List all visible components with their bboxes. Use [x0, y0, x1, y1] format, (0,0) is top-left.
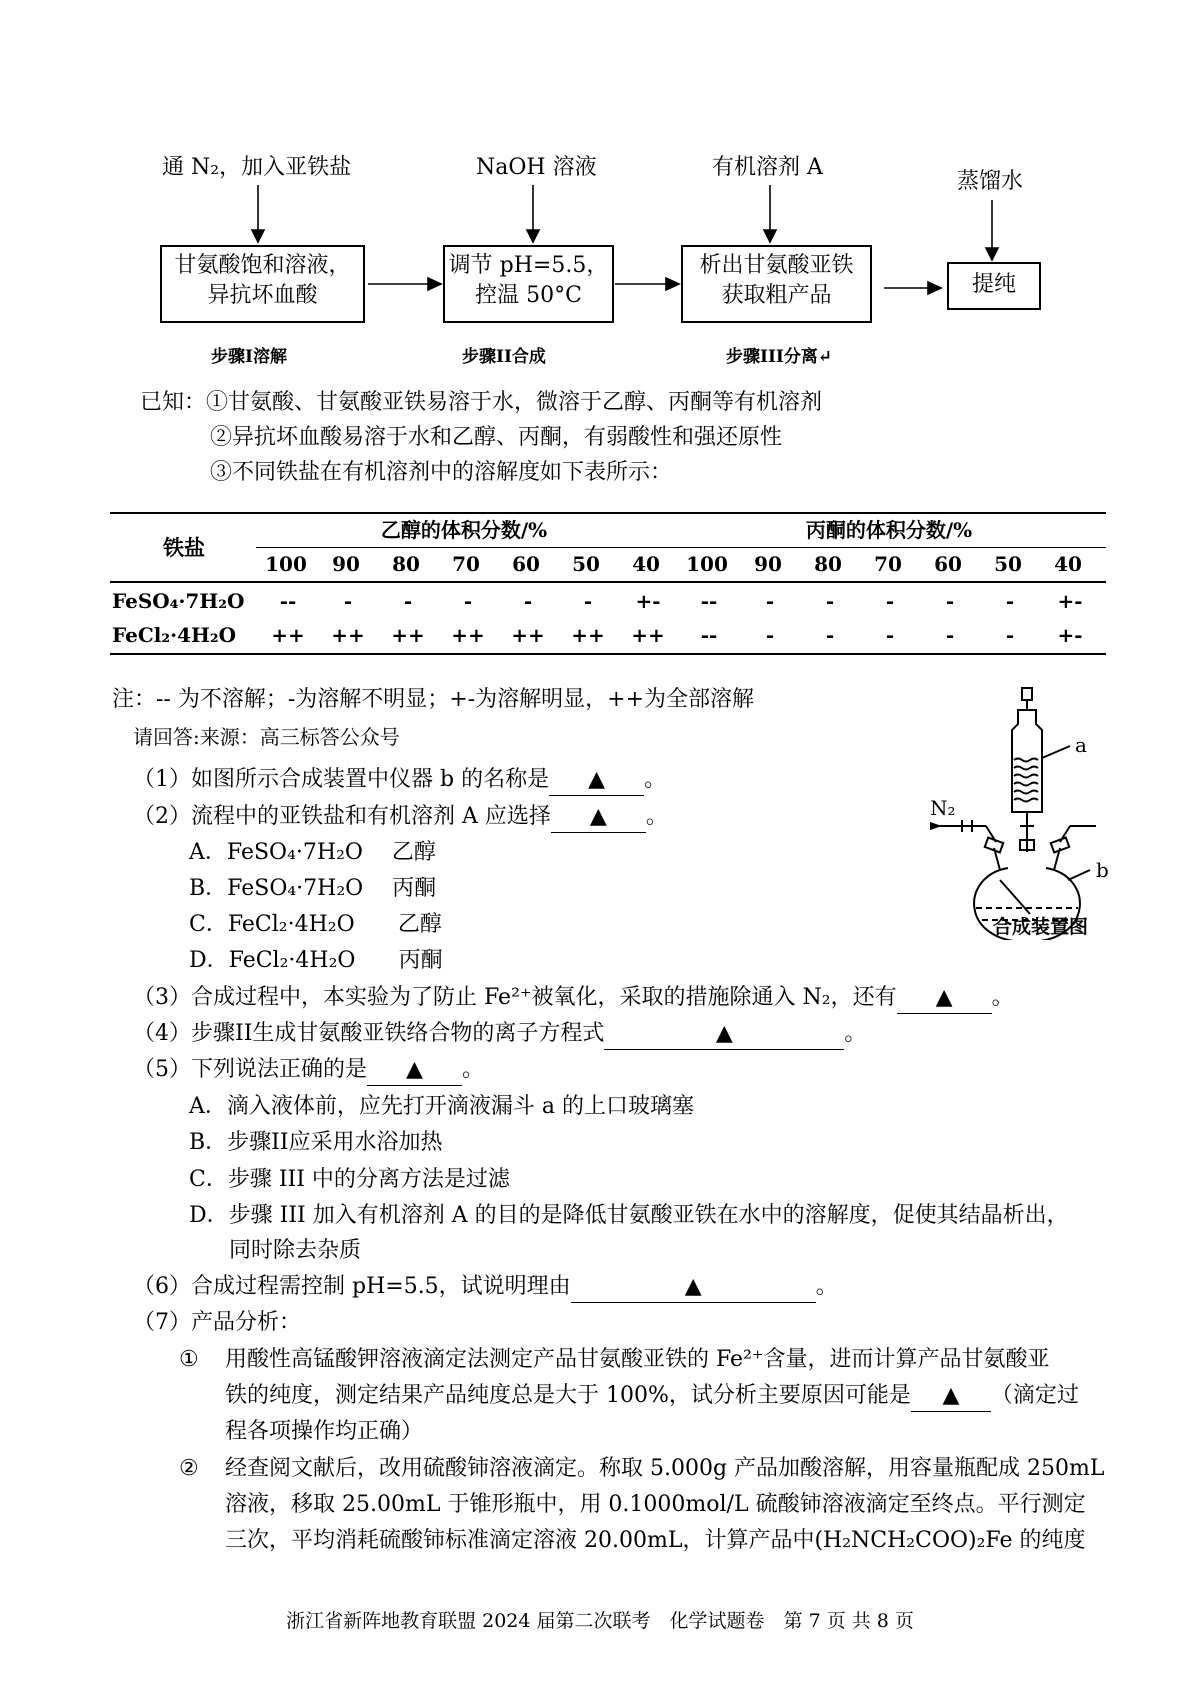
table-col-header: 40	[1054, 552, 1082, 576]
answer-blank[interactable]: ▲	[897, 983, 992, 1014]
table-cell: -	[765, 589, 775, 613]
table-cell: -	[343, 589, 353, 613]
q7-part2-line2: 溶液，移取 25.00mL 于锥形瓶中，用 0.1000mol/L 硫酸铈溶液滴定至终点。平行测定	[225, 1492, 1086, 1517]
question-6-text: （6）合成过程需控制 pH=5.5，试说明理由	[133, 1274, 571, 1299]
table-cell: --	[700, 589, 718, 613]
table-cell: ++	[631, 623, 665, 647]
known-item-3: ③不同铁盐在有机溶剂中的溶解度如下表所示：	[210, 460, 673, 485]
question-1	[133, 765, 666, 796]
flow-box-line: 异抗坏血酸	[207, 283, 318, 308]
question-7-title: （7）产品分析：	[133, 1310, 301, 1335]
question-1-end: 。	[644, 767, 667, 792]
q7-part2-line1: 经查阅文献后，改用硫酸铈溶液滴定。称取 5.000g 产品加酸溶解，用容量瓶配成 250mL	[225, 1456, 1105, 1481]
apparatus-caption: 合成装置图	[993, 916, 1089, 938]
apparatus-label-a: a	[1075, 733, 1087, 757]
table-col-header: 100	[686, 552, 728, 576]
answer-blank[interactable]: ▲	[367, 1055, 462, 1086]
table-col-header: 70	[874, 552, 902, 576]
known-item-2: ②异抗坏血酸易溶于水和乙醇、丙酮，有弱酸性和强还原性	[210, 425, 783, 450]
table-cell: -	[1005, 589, 1015, 613]
table-cell: -	[825, 623, 835, 647]
table-col-header: 70	[452, 552, 480, 576]
flow-input-1: 通 N₂，加入亚铁盐	[162, 155, 352, 180]
table-col-header: 80	[814, 552, 842, 576]
table-col-header: 60	[934, 552, 962, 576]
question-5-end: 。	[462, 1057, 485, 1082]
answer-blank[interactable]: ▲	[604, 1019, 844, 1050]
table-cell: ++	[331, 623, 365, 647]
page-footer: 浙江省新阵地教育联盟 2024 届第二次联考 化学试题卷 第 7 页 共 8 页	[286, 1610, 914, 1632]
q2-option-d[interactable]	[189, 946, 443, 976]
flow-box-synthesis	[443, 245, 614, 323]
q7-part1-text: 铁的纯度，测定结果产品纯度总是大于 100%，试分析主要原因可能是	[225, 1383, 911, 1408]
q2-option-c[interactable]	[189, 910, 442, 940]
table-cell: ++	[571, 623, 605, 647]
apparatus-label-n2: N₂	[930, 796, 956, 820]
table-cell: -	[945, 589, 955, 613]
table-cell: -	[403, 589, 413, 613]
option-key: D．	[189, 948, 229, 973]
question-3-end: 。	[991, 985, 1014, 1010]
question-2-end: 。	[645, 804, 668, 829]
table-group-acetone: 丙酮的体积分数/%	[805, 518, 973, 542]
option-salt: FeCl₂·4H₂O	[227, 912, 355, 937]
table-cell: +-	[1057, 623, 1083, 647]
table-bottom-rule	[110, 653, 1106, 655]
q5-option-a[interactable]: A．滴入液体前，应先打开滴液漏斗 a 的上口玻璃塞	[189, 1094, 694, 1119]
table-column-headers	[256, 548, 1106, 581]
question-1-text: （1）如图所示合成装置中仪器 b 的名称是	[133, 767, 550, 792]
question-3-text: （3）合成过程中，本实验为了防止 Fe²⁺被氧化，采取的措施除通入 N₂，还有	[133, 985, 897, 1010]
table-col-header: 90	[332, 552, 360, 576]
table-cell: --	[279, 589, 297, 613]
flow-box-line: 析出甘氨酸亚铁	[699, 253, 854, 278]
table-row-name: FeSO₄·7H₂O	[112, 589, 245, 613]
answer-blank[interactable]: ▲	[571, 1272, 816, 1303]
table-cell: -	[825, 589, 835, 613]
table-row-feso4	[110, 584, 1106, 618]
table-col-header: 50	[572, 552, 600, 576]
table-cell: +-	[635, 589, 661, 613]
q2-option-a[interactable]	[189, 838, 436, 868]
apparatus-label-b: b	[1096, 858, 1109, 882]
table-cell: ++	[451, 623, 485, 647]
table-cell: --	[700, 623, 718, 647]
table-row-fecl2	[110, 618, 1106, 652]
table-col-header: 100	[265, 552, 307, 576]
table-col-header: 40	[632, 552, 660, 576]
table-cell: ++	[271, 623, 305, 647]
table-cell: +-	[1057, 589, 1083, 613]
flow-input-2: NaOH 溶液	[476, 155, 597, 180]
answer-blank[interactable]: ▲	[549, 765, 644, 796]
flow-box-dissolve	[160, 245, 365, 323]
flow-box-line: 控温 50°C	[475, 283, 582, 308]
flow-box-purify	[947, 262, 1041, 310]
question-4-text: （4）步骤II生成甘氨酸亚铁络合物的离子方程式	[133, 1021, 605, 1046]
table-col-header: 50	[994, 552, 1022, 576]
question-4	[133, 1019, 866, 1050]
table-cell: -	[765, 623, 775, 647]
flow-input-3: 有机溶剂 A	[712, 155, 823, 180]
option-salt: FeSO₄·7H₂O	[227, 876, 364, 901]
question-5-text: （5）下列说法正确的是	[133, 1057, 367, 1082]
answer-blank[interactable]: ▲	[911, 1381, 991, 1412]
q7-part1-line1: 用酸性高锰酸钾溶液滴定法测定产品甘氨酸亚铁的 Fe²⁺含量，进而计算产品甘氨酸亚	[225, 1347, 1050, 1372]
table-corner: 铁盐	[163, 534, 205, 560]
question-6-end: 。	[815, 1274, 838, 1299]
table-cell: -	[523, 589, 533, 613]
table-group-ethanol: 乙醇的体积分数/%	[380, 518, 548, 542]
known-item-1: 已知：①甘氨酸、甘氨酸亚铁易溶于水，微溶于乙醇、丙酮等有机溶剂	[140, 390, 823, 415]
q5-option-d-cont: 同时除去杂质	[229, 1238, 362, 1263]
option-salt: FeCl₂·4H₂O	[228, 948, 356, 973]
table-cell: -	[583, 589, 593, 613]
flow-caption-3: 步骤III分离↵	[726, 347, 833, 367]
table-cell: ++	[391, 623, 425, 647]
option-solvent: 丙酮	[398, 948, 443, 973]
question-2	[133, 802, 668, 833]
flow-box-line: 提纯	[971, 272, 1016, 297]
q2-option-b[interactable]	[189, 874, 436, 904]
q5-option-c[interactable]: C．步骤 III 中的分离方法是过滤	[189, 1167, 510, 1192]
option-key: C．	[189, 912, 228, 937]
flow-box-line: 获取粗产品	[721, 283, 832, 308]
q7-part1-line2	[225, 1381, 1079, 1412]
answer-blank[interactable]: ▲	[551, 802, 646, 833]
answer-intro: 请回答:来源：高三标答公众号	[133, 725, 400, 749]
option-solvent: 丙酮	[392, 876, 437, 901]
q5-option-b[interactable]: B．步骤II应采用水浴加热	[189, 1130, 443, 1155]
q7-part1-text-end: （滴定过	[990, 1383, 1079, 1408]
table-header-rule	[110, 581, 1106, 583]
question-4-end: 。	[844, 1021, 867, 1046]
option-solvent: 乙醇	[391, 840, 436, 865]
question-5	[133, 1055, 484, 1086]
option-key: A．	[189, 840, 227, 865]
q5-option-d[interactable]: D．步骤 III 加入有机溶剂 A 的目的是降低甘氨酸亚铁在水中的溶解度，促使其结晶析出，	[189, 1203, 1069, 1228]
flow-box-line: 调节 pH=5.5，	[448, 253, 609, 278]
question-2-text: （2）流程中的亚铁盐和有机溶剂 A 应选择	[133, 804, 551, 829]
option-salt: FeSO₄·7H₂O	[226, 840, 363, 865]
table-col-header: 80	[392, 552, 420, 576]
table-cell: -	[885, 623, 895, 647]
table-cell: -	[945, 623, 955, 647]
question-6	[133, 1272, 838, 1303]
flow-input-4: 蒸馏水	[957, 169, 1024, 194]
q7-part2-mark: ②	[179, 1456, 199, 1481]
table-col-header: 60	[512, 552, 540, 576]
table-cell: -	[463, 589, 473, 613]
table-row-name: FeCl₂·4H₂O	[112, 623, 237, 647]
flow-box-line: 甘氨酸饱和溶液，	[174, 253, 351, 278]
flow-box-separation	[681, 245, 872, 323]
table-note: 注：-- 为不溶解；-为溶解不明显；+-为溶解明显，++为全部溶解	[112, 687, 755, 712]
q7-part1-mark: ①	[179, 1347, 199, 1372]
table-col-header: 90	[754, 552, 782, 576]
flow-caption-1: 步骤I溶解	[211, 347, 287, 367]
table-cell: ++	[511, 623, 545, 647]
question-3	[133, 983, 1014, 1014]
q7-part1-line3: 程各项操作均正确）	[225, 1419, 424, 1444]
table-cell: -	[885, 589, 895, 613]
table-cell: -	[1005, 623, 1015, 647]
q7-part2-line3: 三次，平均消耗硫酸铈标准滴定溶液 20.00mL，计算产品中(H₂NCH₂COO)₂Fe 的纯度	[225, 1528, 1086, 1553]
option-solvent: 乙醇	[397, 912, 442, 937]
flow-caption-2: 步骤II合成	[462, 347, 546, 367]
option-key: B．	[189, 876, 228, 901]
